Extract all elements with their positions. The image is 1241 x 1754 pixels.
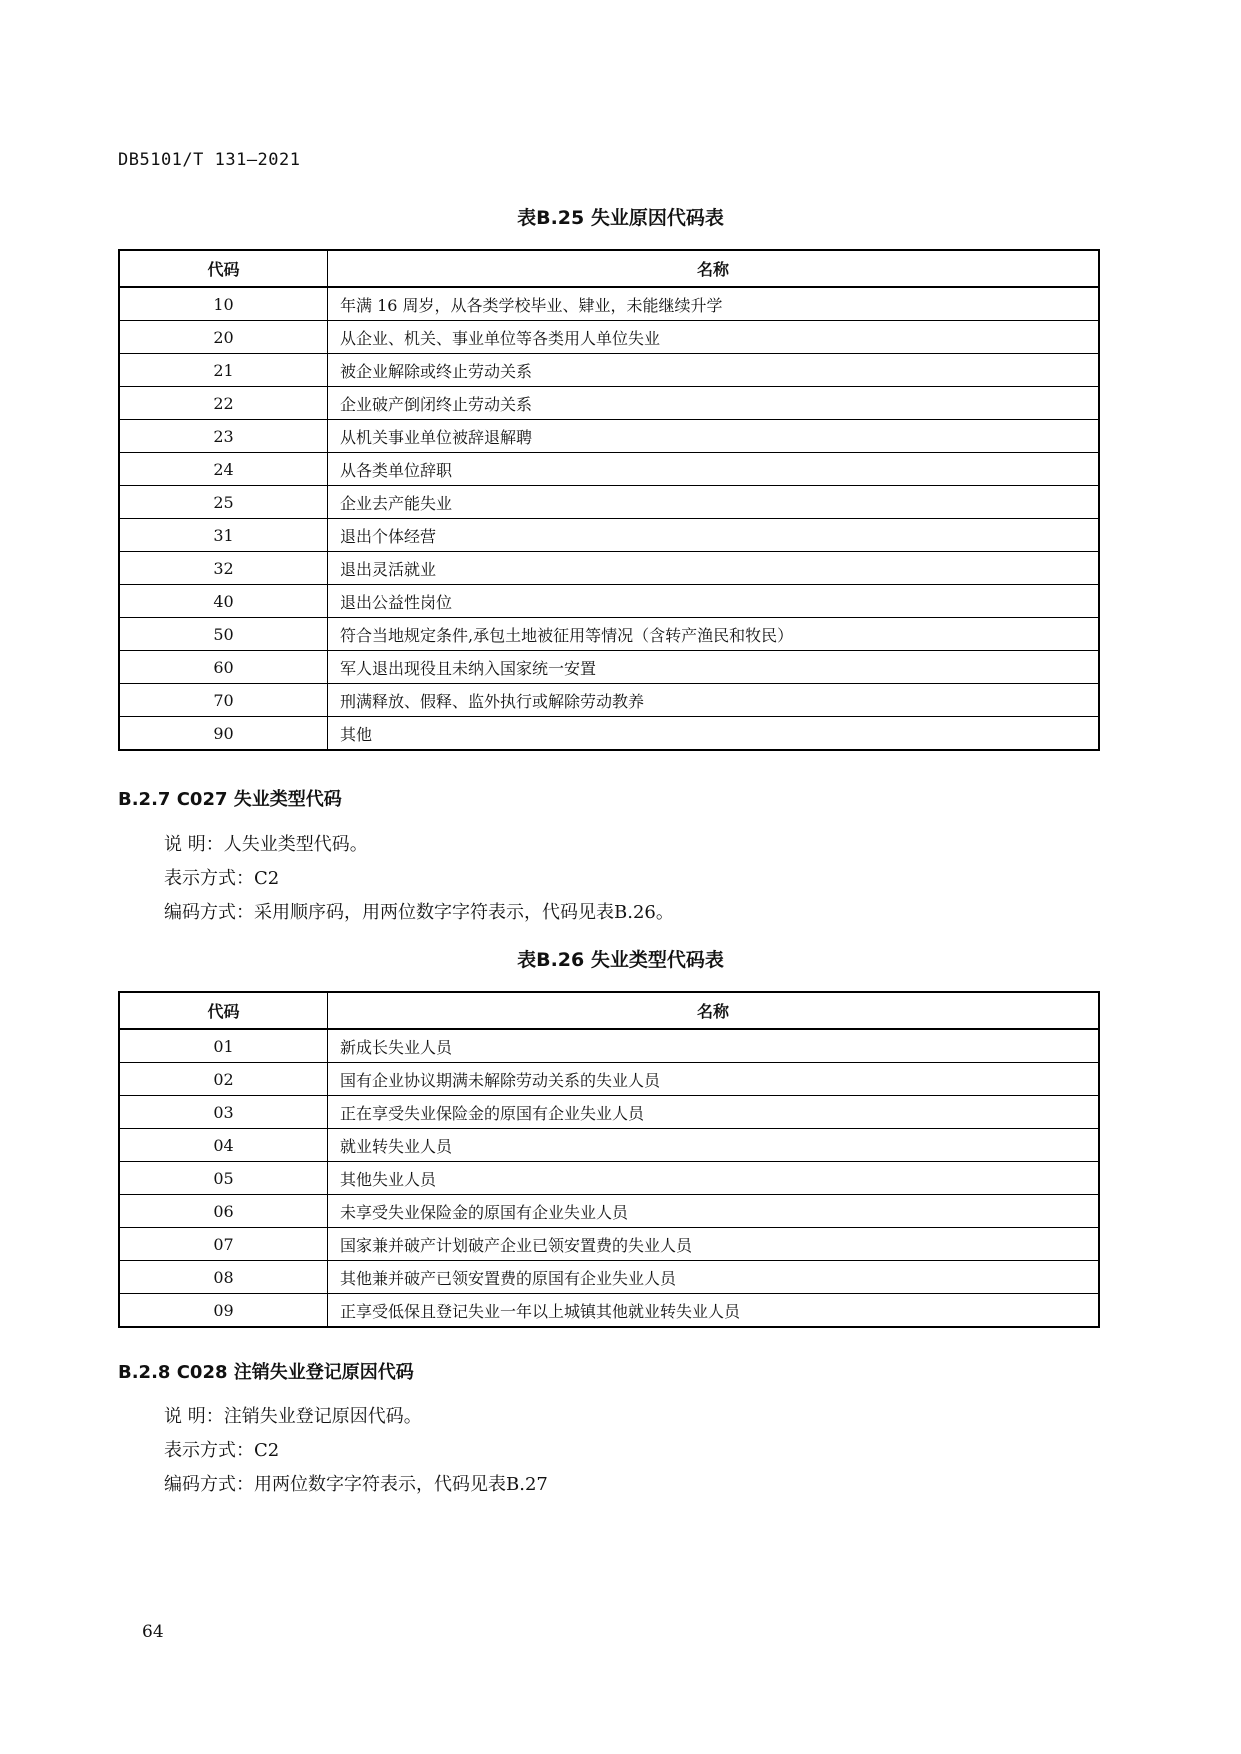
section-heading-b27: B.2.7 C027 失业类型代码	[118, 789, 342, 810]
name-cell: 从各类单位辞职	[328, 453, 1100, 486]
name-cell: 被企业解除或终止劳动关系	[328, 354, 1100, 387]
name-cell: 年满 16 周岁，从各类学校毕业、肄业，未能继续升学	[328, 287, 1100, 321]
name-cell: 军人退出现役且未纳入国家统一安置	[328, 651, 1100, 684]
table-row	[119, 287, 1099, 321]
name-cell: 正在享受失业保险金的原国有企业失业人员	[328, 1096, 1100, 1129]
name-cell: 正享受低保且登记失业一年以上城镇其他就业转失业人员	[328, 1294, 1100, 1328]
table-row	[119, 1129, 1099, 1162]
name-cell: 其他失业人员	[328, 1162, 1100, 1195]
code-cell: 90	[119, 717, 328, 751]
description-text: 说 明：人失业类型代码。	[164, 834, 368, 855]
code-cell: 04	[119, 1129, 328, 1162]
column-header-name: 名称	[328, 250, 1100, 287]
code-cell: 08	[119, 1261, 328, 1294]
name-cell: 国有企业协议期满未解除劳动关系的失业人员	[328, 1063, 1100, 1096]
name-cell: 企业去产能失业	[328, 486, 1100, 519]
name-cell: 退出个体经营	[328, 519, 1100, 552]
code-cell: 05	[119, 1162, 328, 1195]
table-row	[119, 1294, 1099, 1328]
table-row	[119, 585, 1099, 618]
table-row	[119, 1261, 1099, 1294]
name-cell: 就业转失业人员	[328, 1129, 1100, 1162]
name-cell: 退出公益性岗位	[328, 585, 1100, 618]
format-text: 表示方式：C2	[164, 868, 280, 889]
page-number: 64	[142, 1622, 164, 1642]
document-id: DB5101/T 131—2021	[118, 150, 301, 170]
table-row	[119, 354, 1099, 387]
table-b25	[118, 249, 1100, 751]
name-cell: 国家兼并破产计划破产企业已领安置费的失业人员	[328, 1228, 1100, 1261]
code-cell: 60	[119, 651, 328, 684]
table-header-row	[119, 250, 1099, 287]
table-header-row	[119, 992, 1099, 1029]
table-row	[119, 1029, 1099, 1063]
table-b25-title: 表B.25 失业原因代码表	[517, 207, 724, 229]
table-b26	[118, 991, 1100, 1328]
table-row	[119, 1228, 1099, 1261]
table-row	[119, 420, 1099, 453]
section-heading-b28: B.2.8 C028 注销失业登记原因代码	[118, 1362, 414, 1383]
code-cell: 70	[119, 684, 328, 717]
name-cell: 其他兼并破产已领安置费的原国有企业失业人员	[328, 1261, 1100, 1294]
table-row	[119, 1063, 1099, 1096]
code-cell: 25	[119, 486, 328, 519]
code-cell: 10	[119, 287, 328, 321]
code-cell: 31	[119, 519, 328, 552]
column-header-code: 代码	[119, 992, 328, 1029]
coding-text: 编码方式：用两位数字字符表示，代码见表B.27	[164, 1474, 548, 1495]
name-cell: 从机关事业单位被辞退解聘	[328, 420, 1100, 453]
code-cell: 23	[119, 420, 328, 453]
name-cell: 企业破产倒闭终止劳动关系	[328, 387, 1100, 420]
column-header-code: 代码	[119, 250, 328, 287]
code-cell: 22	[119, 387, 328, 420]
name-cell: 符合当地规定条件,承包土地被征用等情况（含转产渔民和牧民）	[328, 618, 1100, 651]
table-row	[119, 321, 1099, 354]
code-cell: 20	[119, 321, 328, 354]
name-cell: 未享受失业保险金的原国有企业失业人员	[328, 1195, 1100, 1228]
table-b26-title: 表B.26 失业类型代码表	[517, 949, 724, 971]
name-cell: 新成长失业人员	[328, 1029, 1100, 1063]
table-row	[119, 387, 1099, 420]
column-header-name: 名称	[328, 992, 1100, 1029]
table-row	[119, 717, 1099, 751]
code-cell: 06	[119, 1195, 328, 1228]
format-text: 表示方式：C2	[164, 1440, 280, 1461]
description-text: 说 明：注销失业登记原因代码。	[164, 1406, 422, 1427]
code-cell: 07	[119, 1228, 328, 1261]
table-row	[119, 651, 1099, 684]
coding-text: 编码方式：采用顺序码，用两位数字字符表示，代码见表B.26。	[164, 902, 674, 923]
table-row	[119, 519, 1099, 552]
code-cell: 40	[119, 585, 328, 618]
table-row	[119, 684, 1099, 717]
table-row	[119, 453, 1099, 486]
code-cell: 50	[119, 618, 328, 651]
name-cell: 其他	[328, 717, 1100, 751]
table-row	[119, 552, 1099, 585]
code-cell: 09	[119, 1294, 328, 1328]
table-row	[119, 486, 1099, 519]
table-row	[119, 618, 1099, 651]
name-cell: 从企业、机关、事业单位等各类用人单位失业	[328, 321, 1100, 354]
table-row	[119, 1162, 1099, 1195]
code-cell: 03	[119, 1096, 328, 1129]
code-cell: 01	[119, 1029, 328, 1063]
code-cell: 32	[119, 552, 328, 585]
name-cell: 退出灵活就业	[328, 552, 1100, 585]
code-cell: 02	[119, 1063, 328, 1096]
table-row	[119, 1195, 1099, 1228]
code-cell: 24	[119, 453, 328, 486]
table-row	[119, 1096, 1099, 1129]
code-cell: 21	[119, 354, 328, 387]
name-cell: 刑满释放、假释、监外执行或解除劳动教养	[328, 684, 1100, 717]
